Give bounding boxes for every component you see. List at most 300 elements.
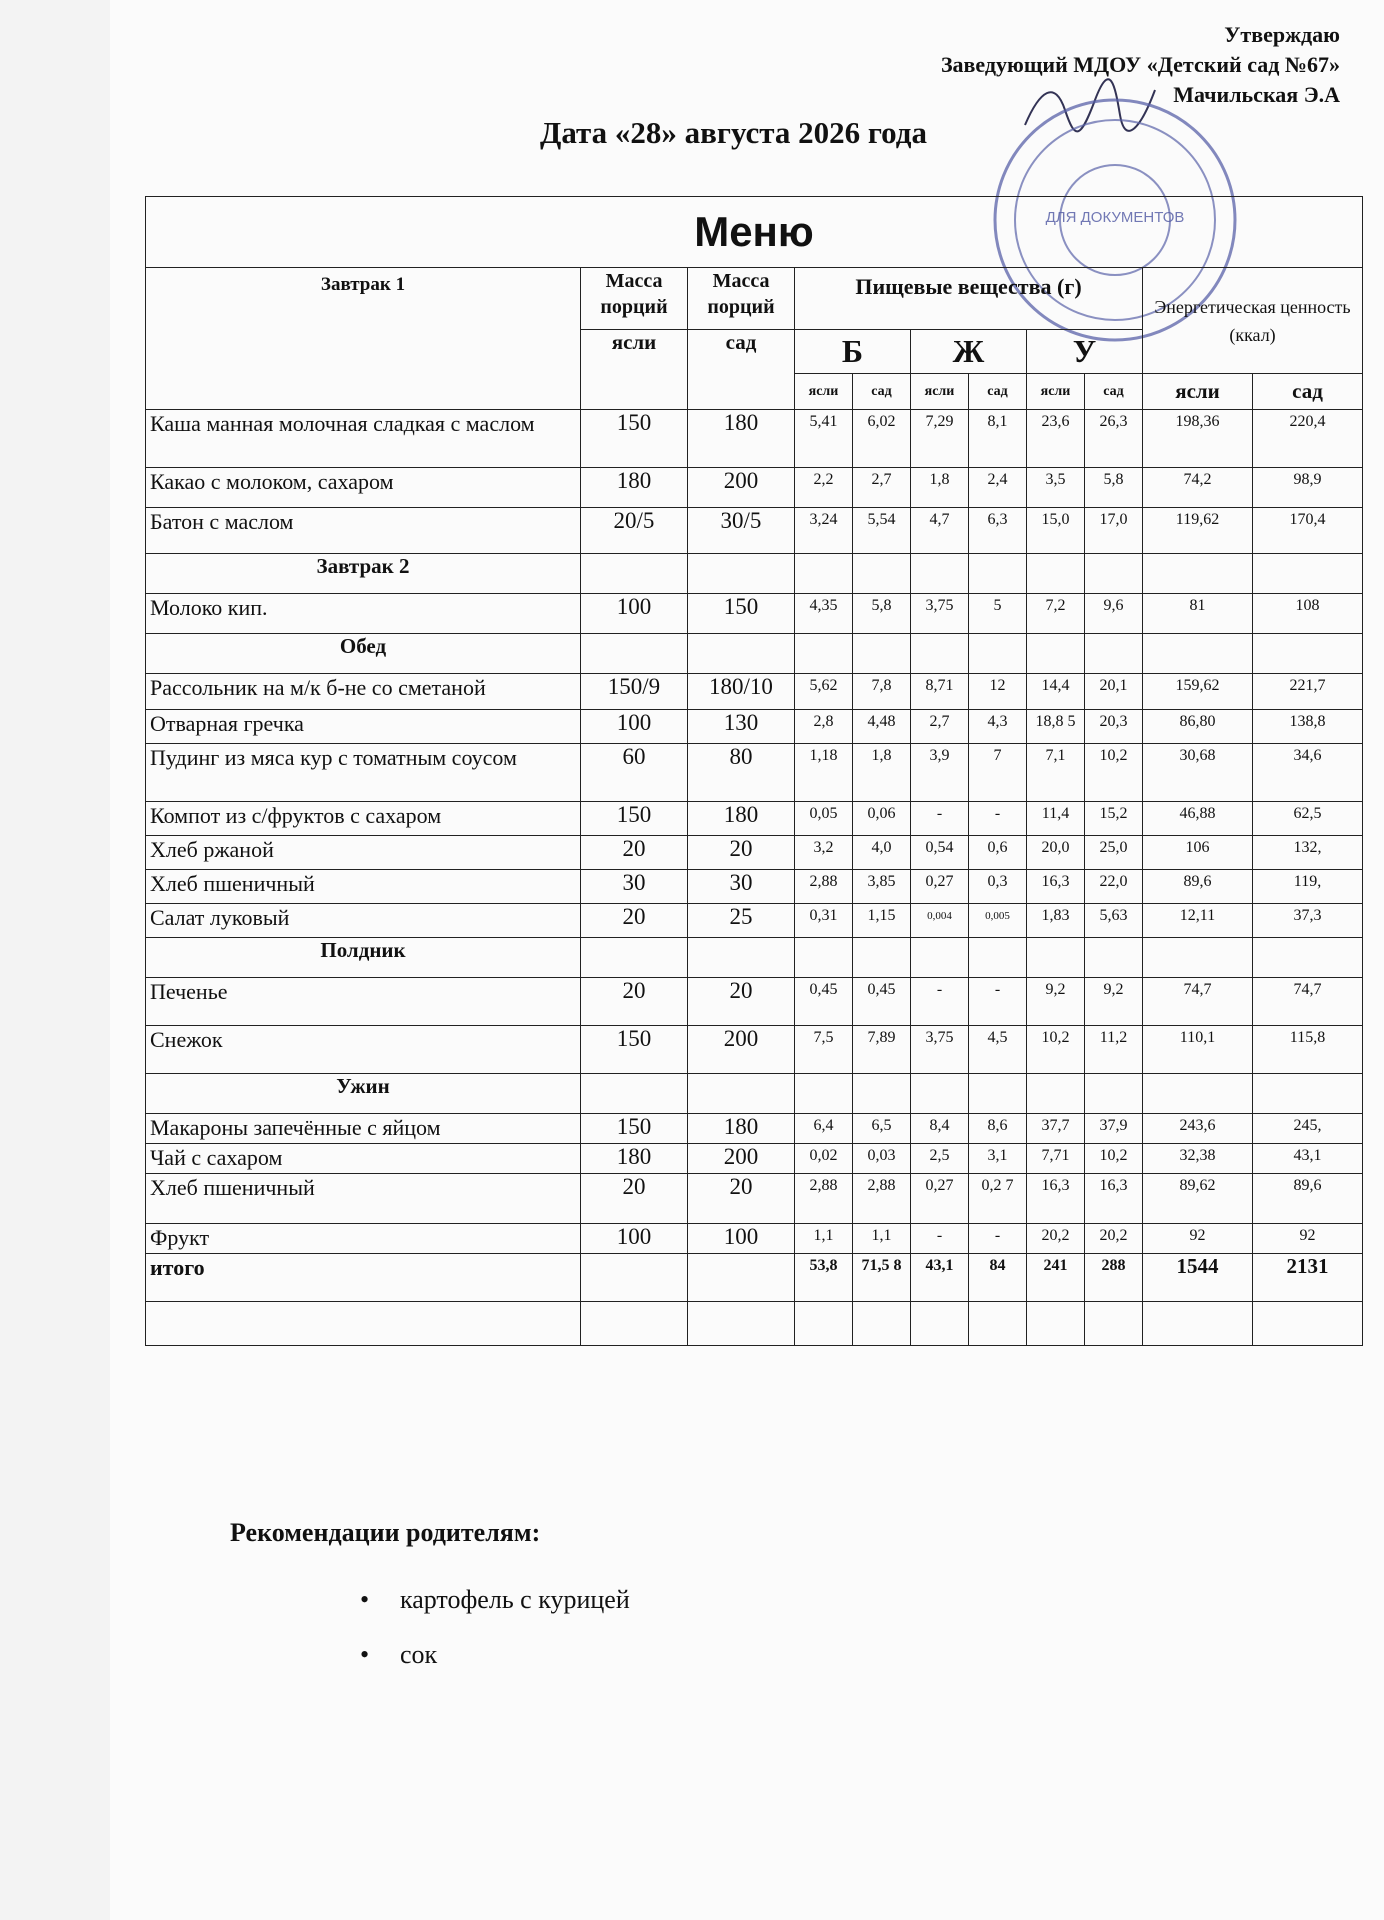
cell-zh2: - [969,1224,1027,1254]
total-zh1: 43,1 [911,1254,969,1302]
cell-zh2: 4,3 [969,710,1027,744]
cell-b1: 3,2 [795,836,853,870]
total-zh2: 84 [969,1254,1027,1302]
cell-b2: 3,85 [853,870,911,904]
cell-m2: 25 [688,904,795,938]
cell-m1: 150 [581,1114,688,1144]
empty-cell [688,938,795,978]
empty-cell [853,1074,911,1114]
dish-name: Каша манная молочная сладкая с маслом [146,410,581,468]
cell-e2: 170,4 [1253,508,1363,554]
empty-cell [581,1254,688,1302]
cell-zh1: 3,75 [911,1026,969,1074]
empty-cell [581,1074,688,1114]
empty-cell [853,1302,911,1346]
cell-u1: 14,4 [1027,674,1085,710]
cell-e2: 34,6 [1253,744,1363,802]
total-u2: 288 [1085,1254,1143,1302]
cell-m2: 130 [688,710,795,744]
empty-cell [969,1302,1027,1346]
dish-name: Какао с молоком, сахаром [146,468,581,508]
cell-m2: 180 [688,802,795,836]
header-u: У [1027,330,1143,374]
cell-m1: 20 [581,904,688,938]
cell-b2: 4,0 [853,836,911,870]
total-row [146,1254,1363,1302]
cell-zh2: 7 [969,744,1027,802]
section-row-snack [146,938,1363,978]
section-label-snack: Полдник [146,938,581,978]
total-label: итого [146,1254,581,1302]
cell-zh1: 0,27 [911,1174,969,1224]
cell-u1: 16,3 [1027,1174,1085,1224]
cell-u2: 9,2 [1085,978,1143,1026]
cell-e1: 86,80 [1143,710,1253,744]
empty-cell [1085,554,1143,594]
cell-e1: 74,7 [1143,978,1253,1026]
cell-u1: 16,3 [1027,870,1085,904]
section-label-lunch: Обед [146,634,581,674]
table-row [146,1114,1363,1144]
cell-zh2: - [969,978,1027,1026]
cell-b1: 1,18 [795,744,853,802]
cell-e2: 119, [1253,870,1363,904]
sub-zh-sad: сад [969,374,1027,410]
cell-zh2: 5 [969,594,1027,634]
cell-b2: 0,03 [853,1144,911,1174]
scan-left-strip [0,0,110,1920]
dish-name: Компот из с/фруктов с сахаром [146,802,581,836]
cell-zh2: 8,1 [969,410,1027,468]
empty-cell [581,554,688,594]
empty-cell [853,634,911,674]
cell-m1: 180 [581,1144,688,1174]
cell-b2: 0,45 [853,978,911,1026]
cell-m2: 20 [688,1174,795,1224]
cell-e1: 46,88 [1143,802,1253,836]
cell-b2: 6,5 [853,1114,911,1144]
table-row [146,802,1363,836]
empty-cell [911,634,969,674]
cell-u1: 23,6 [1027,410,1085,468]
table-row [146,674,1363,710]
cell-b1: 2,8 [795,710,853,744]
table-title: Меню [146,197,1363,268]
dish-name: Хлеб ржаной [146,836,581,870]
dish-name: Хлеб пшеничный [146,1174,581,1224]
cell-zh1: 8,71 [911,674,969,710]
cell-b1: 4,35 [795,594,853,634]
cell-b2: 6,02 [853,410,911,468]
dish-name: Рассольник на м/к б-не со сметаной [146,674,581,710]
cell-u2: 16,3 [1085,1174,1143,1224]
empty-cell [1143,938,1253,978]
cell-zh1: 1,8 [911,468,969,508]
cell-zh1: 0,54 [911,836,969,870]
cell-m1: 150 [581,802,688,836]
sub-b-yasli: ясли [795,374,853,410]
empty-cell [911,938,969,978]
header-energy: Энергетическая ценность (ккал) [1143,268,1363,374]
empty-cell [853,554,911,594]
empty-cell [795,1074,853,1114]
cell-e1: 74,2 [1143,468,1253,508]
table-row [146,508,1363,554]
table-row [146,710,1363,744]
cell-e2: 98,9 [1253,468,1363,508]
cell-u2: 5,63 [1085,904,1143,938]
cell-u2: 10,2 [1085,744,1143,802]
cell-m1: 100 [581,710,688,744]
dish-name: Хлеб пшеничный [146,870,581,904]
dish-name: Салат луковый [146,904,581,938]
cell-u2: 25,0 [1085,836,1143,870]
cell-u1: 20,2 [1027,1224,1085,1254]
empty-cell [853,938,911,978]
cell-u2: 10,2 [1085,1144,1143,1174]
empty-cell [795,634,853,674]
cell-e1: 243,6 [1143,1114,1253,1144]
empty-cell [969,554,1027,594]
cell-e2: 43,1 [1253,1144,1363,1174]
cell-u1: 20,0 [1027,836,1085,870]
recommendation-item: • картофель с курицей [360,1585,630,1640]
table-row [146,744,1363,802]
cell-u1: 11,4 [1027,802,1085,836]
empty-cell [795,938,853,978]
cell-u2: 5,8 [1085,468,1143,508]
cell-b1: 5,41 [795,410,853,468]
cell-m1: 60 [581,744,688,802]
cell-e2: 138,8 [1253,710,1363,744]
cell-u2: 9,6 [1085,594,1143,634]
total-u1: 241 [1027,1254,1085,1302]
cell-b1: 0,45 [795,978,853,1026]
empty-cell [969,938,1027,978]
dish-name: Печенье [146,978,581,1026]
cell-zh2: - [969,802,1027,836]
cell-u2: 11,2 [1085,1026,1143,1074]
empty-cell [1253,634,1363,674]
dish-name: Макароны запечённые с яйцом [146,1114,581,1144]
empty-row [146,1302,1363,1346]
cell-m1: 20 [581,836,688,870]
cell-m2: 20 [688,836,795,870]
cell-m2: 180 [688,1114,795,1144]
cell-zh2: 3,1 [969,1144,1027,1174]
sub-u-yasli: ясли [1027,374,1085,410]
empty-cell [581,938,688,978]
cell-zh1: 0,27 [911,870,969,904]
cell-e2: 220,4 [1253,410,1363,468]
cell-u1: 3,5 [1027,468,1085,508]
cell-m2: 180/10 [688,674,795,710]
empty-cell [1143,1302,1253,1346]
date-line: Дата «28» августа 2026 года [540,115,927,150]
table-row [146,1026,1363,1074]
section-row-lunch [146,634,1363,674]
empty-cell [1143,634,1253,674]
empty-cell [1027,634,1085,674]
cell-b2: 5,8 [853,594,911,634]
cell-m2: 30 [688,870,795,904]
dish-name: Чай с сахаром [146,1144,581,1174]
cell-m1: 100 [581,594,688,634]
cell-e1: 119,62 [1143,508,1253,554]
cell-u1: 7,1 [1027,744,1085,802]
cell-e1: 89,6 [1143,870,1253,904]
header-sad: сад [688,330,795,410]
empty-cell [688,1254,795,1302]
cell-b2: 7,8 [853,674,911,710]
cell-u2: 20,2 [1085,1224,1143,1254]
cell-u2: 20,1 [1085,674,1143,710]
cell-u1: 7,71 [1027,1144,1085,1174]
dish-name: Батон с маслом [146,508,581,554]
empty-cell [1027,1302,1085,1346]
cell-b1: 1,1 [795,1224,853,1254]
empty-cell [1027,554,1085,594]
approval-line-3: Мачильская Э.А [1173,82,1340,107]
total-b1: 53,8 [795,1254,853,1302]
section-row-dinner [146,1074,1363,1114]
cell-m1: 30 [581,870,688,904]
cell-zh1: 8,4 [911,1114,969,1144]
empty-cell [1085,1074,1143,1114]
sub-u-sad: сад [1085,374,1143,410]
dish-name: Молоко кип. [146,594,581,634]
empty-cell [581,1302,688,1346]
cell-b2: 2,88 [853,1174,911,1224]
cell-u2: 20,3 [1085,710,1143,744]
empty-cell [969,634,1027,674]
cell-b1: 6,4 [795,1114,853,1144]
total-e1: 1544 [1143,1254,1253,1302]
section-row-breakfast2 [146,554,1363,594]
header-zh: Ж [911,330,1027,374]
cell-zh2: 6,3 [969,508,1027,554]
cell-zh2: 0,005 [969,904,1027,938]
empty-cell [688,634,795,674]
cell-e2: 74,7 [1253,978,1363,1026]
cell-m1: 150 [581,410,688,468]
cell-b2: 1,15 [853,904,911,938]
cell-u1: 7,2 [1027,594,1085,634]
total-b2: 71,5 8 [853,1254,911,1302]
cell-u1: 18,8 5 [1027,710,1085,744]
cell-b2: 7,89 [853,1026,911,1074]
table-row [146,1224,1363,1254]
cell-b1: 5,62 [795,674,853,710]
cell-zh2: 4,5 [969,1026,1027,1074]
empty-cell [1143,1074,1253,1114]
empty-cell [1253,554,1363,594]
table-row [146,904,1363,938]
recommendation-item: • сок [360,1640,630,1695]
cell-u1: 15,0 [1027,508,1085,554]
empty-cell [969,1074,1027,1114]
sub-b-sad: сад [853,374,911,410]
empty-cell [911,1302,969,1346]
empty-cell [581,634,688,674]
table-row [146,594,1363,634]
cell-u2: 15,2 [1085,802,1143,836]
cell-m1: 100 [581,1224,688,1254]
cell-e2: 221,7 [1253,674,1363,710]
table-row [146,1144,1363,1174]
cell-m2: 200 [688,1144,795,1174]
cell-b1: 0,05 [795,802,853,836]
cell-zh1: - [911,1224,969,1254]
cell-m2: 200 [688,1026,795,1074]
cell-zh1: 7,29 [911,410,969,468]
dish-name: Фрукт [146,1224,581,1254]
cell-u1: 1,83 [1027,904,1085,938]
cell-b1: 0,02 [795,1144,853,1174]
empty-cell [1253,1074,1363,1114]
cell-m2: 80 [688,744,795,802]
cell-m1: 20 [581,1174,688,1224]
dish-name: Отварная гречка [146,710,581,744]
cell-zh2: 12 [969,674,1027,710]
cell-u2: 37,9 [1085,1114,1143,1144]
cell-zh1: 2,7 [911,710,969,744]
empty-cell [911,1074,969,1114]
section-label-breakfast2: Завтрак 2 [146,554,581,594]
empty-cell [688,1074,795,1114]
cell-u1: 37,7 [1027,1114,1085,1144]
cell-zh2: 8,6 [969,1114,1027,1144]
cell-m2: 20 [688,978,795,1026]
table-row [146,870,1363,904]
cell-m2: 200 [688,468,795,508]
cell-e2: 108 [1253,594,1363,634]
cell-b1: 3,24 [795,508,853,554]
empty-cell [795,554,853,594]
cell-e1: 32,38 [1143,1144,1253,1174]
cell-e1: 110,1 [1143,1026,1253,1074]
dish-name: Пудинг из мяса кур с томатным соусом [146,744,581,802]
cell-zh1: - [911,802,969,836]
cell-u2: 26,3 [1085,410,1143,468]
sub-e-sad: сад [1253,374,1363,410]
approval-line-2: Заведующий МДОУ «Детский сад №67» [940,52,1340,77]
header-mass-1: Масса порций [581,268,688,330]
table-row [146,410,1363,468]
section-label-dinner: Ужин [146,1074,581,1114]
cell-m2: 180 [688,410,795,468]
cell-zh2: 2,4 [969,468,1027,508]
cell-e2: 89,6 [1253,1174,1363,1224]
empty-cell [1085,1302,1143,1346]
table-row [146,836,1363,870]
cell-e1: 30,68 [1143,744,1253,802]
empty-cell [146,1302,581,1346]
cell-e2: 115,8 [1253,1026,1363,1074]
cell-zh1: 3,9 [911,744,969,802]
cell-b2: 1,8 [853,744,911,802]
cell-m2: 100 [688,1224,795,1254]
title-row [146,197,1363,268]
cell-b2: 0,06 [853,802,911,836]
cell-u1: 10,2 [1027,1026,1085,1074]
cell-zh1: 0,004 [911,904,969,938]
empty-cell [795,1302,853,1346]
cell-e1: 198,36 [1143,410,1253,468]
cell-e2: 92 [1253,1224,1363,1254]
recommendations-title: Рекомендации родителям: [230,1518,541,1547]
empty-cell [688,554,795,594]
cell-e1: 92 [1143,1224,1253,1254]
cell-e1: 159,62 [1143,674,1253,710]
dish-name: Снежок [146,1026,581,1074]
menu-table [145,196,1363,1346]
cell-u2: 22,0 [1085,870,1143,904]
header-nutrients: Пищевые вещества (г) [795,268,1143,330]
cell-e1: 12,11 [1143,904,1253,938]
table-row [146,1174,1363,1224]
cell-b1: 7,5 [795,1026,853,1074]
header-yasli: ясли [581,330,688,410]
sub-zh-yasli: ясли [911,374,969,410]
empty-cell [911,554,969,594]
table-row [146,978,1363,1026]
empty-cell [1143,554,1253,594]
header-row-1 [146,268,1363,330]
empty-cell [1085,938,1143,978]
cell-u2: 17,0 [1085,508,1143,554]
cell-m1: 180 [581,468,688,508]
cell-b2: 2,7 [853,468,911,508]
approval-line-1: Утверждаю [1224,22,1340,47]
cell-zh1: 2,5 [911,1144,969,1174]
cell-e1: 89,62 [1143,1174,1253,1224]
empty-cell [1253,1302,1363,1346]
header-b: Б [795,330,911,374]
cell-b1: 2,88 [795,1174,853,1224]
stamp-text: ДЛЯ ДОКУМЕНТОВ [1045,209,1185,226]
cell-b1: 2,88 [795,870,853,904]
cell-b2: 1,1 [853,1224,911,1254]
cell-e2: 62,5 [1253,802,1363,836]
cell-m2: 30/5 [688,508,795,554]
empty-cell [1027,1074,1085,1114]
cell-zh2: 0,6 [969,836,1027,870]
header-mass-2: Масса порций [688,268,795,330]
cell-e1: 81 [1143,594,1253,634]
cell-zh1: - [911,978,969,1026]
header-meal: Завтрак 1 [146,268,581,410]
cell-u1: 9,2 [1027,978,1085,1026]
cell-zh1: 4,7 [911,508,969,554]
recommendations-list [360,1585,630,1695]
cell-zh2: 0,2 7 [969,1174,1027,1224]
empty-cell [1253,938,1363,978]
cell-m1: 20/5 [581,508,688,554]
empty-cell [688,1302,795,1346]
cell-e1: 106 [1143,836,1253,870]
cell-b2: 5,54 [853,508,911,554]
sub-e-yasli: ясли [1143,374,1253,410]
cell-b2: 4,48 [853,710,911,744]
cell-m2: 150 [688,594,795,634]
cell-m1: 150 [581,1026,688,1074]
cell-zh1: 3,75 [911,594,969,634]
empty-cell [1027,938,1085,978]
cell-b1: 0,31 [795,904,853,938]
cell-e2: 245, [1253,1114,1363,1144]
cell-m1: 20 [581,978,688,1026]
